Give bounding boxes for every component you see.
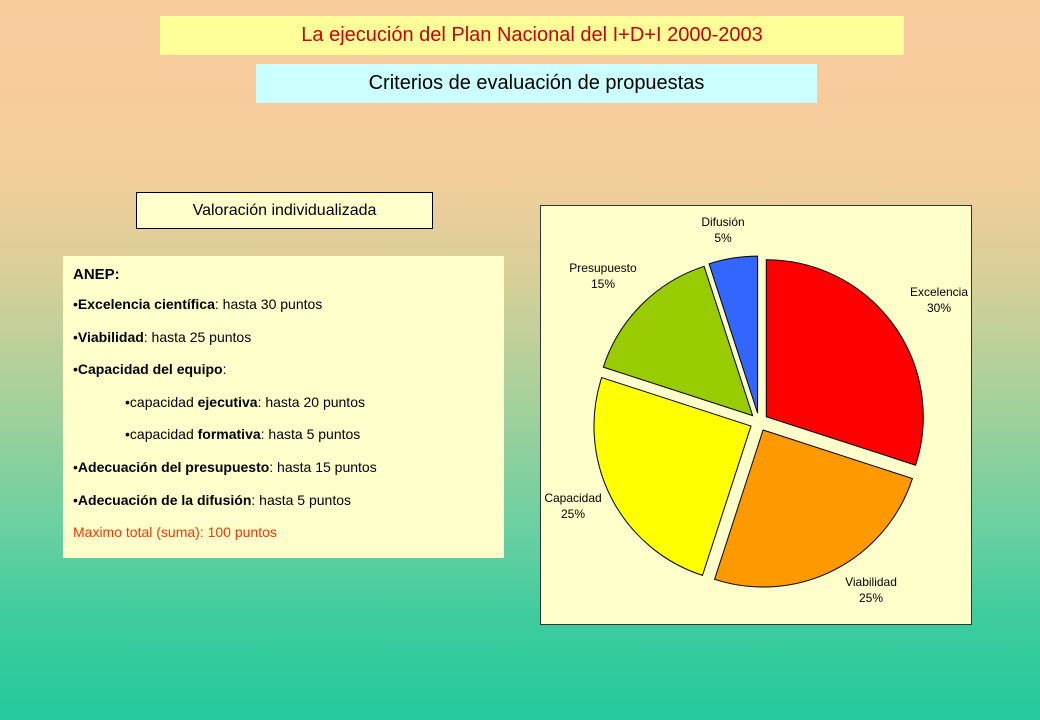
section-label: Valoración individualizada (136, 192, 433, 229)
criteria-item-points: : hasta 25 puntos (143, 328, 252, 345)
criteria-item-name: ejecutiva (197, 393, 258, 410)
criteria-subitem-prefix: capacidad (129, 393, 198, 410)
page-subtitle: Criterios de evaluación de propuestas (256, 64, 817, 103)
pie-percent-label: 25% (858, 591, 884, 605)
criteria-item-points: : hasta 5 puntos (251, 491, 352, 508)
pie-label: Excelencia (909, 285, 969, 299)
criteria-heading: ANEP: (73, 266, 120, 283)
pie-percent-label: 30% (926, 301, 952, 315)
bullet: • (73, 458, 78, 475)
pie-label: Viabilidad (845, 575, 897, 589)
page-title: La ejecución del Plan Nacional del I+D+I 2000-2003 (160, 16, 904, 55)
criteria-item-name: Capacidad del equipo (77, 361, 223, 378)
criteria-item-name: formativa (197, 426, 261, 443)
criteria-item (73, 353, 494, 386)
bullet: • (73, 491, 78, 508)
criteria-subitem (73, 386, 494, 419)
pie-percent-label: 5% (714, 231, 732, 245)
bullet: • (125, 393, 130, 410)
criteria-item-points: : hasta 15 puntos (269, 458, 377, 475)
criteria-item (73, 288, 494, 321)
pie-percent-label: 15% (590, 277, 616, 291)
criteria-item-name: Viabilidad (77, 328, 144, 345)
criteria-item-name: Excelencia científica (77, 296, 215, 312)
criteria-item (73, 321, 494, 354)
pie-chart (541, 206, 973, 626)
pie-slice-excelencia (766, 260, 923, 466)
criteria-item-name: Adecuación del presupuesto (77, 458, 270, 475)
bullet: • (73, 296, 78, 312)
bullet: • (73, 361, 78, 378)
pie-label: Presupuesto (569, 261, 637, 275)
pie-percent-label: 25% (560, 507, 586, 521)
criteria-subitem (73, 418, 494, 451)
criteria-subitem-prefix: capacidad (129, 426, 198, 443)
bullet: • (73, 328, 78, 345)
bullet: • (125, 426, 130, 443)
criteria-item-points: : hasta 5 puntos (260, 426, 361, 443)
criteria-panel (63, 256, 504, 558)
pie-label: Difusión (701, 215, 745, 229)
criteria-item (73, 451, 494, 484)
criteria-item (73, 484, 494, 517)
criteria-item-points: : hasta 20 puntos (257, 393, 365, 410)
pie-chart-frame (540, 205, 972, 625)
criteria-total: Maximo total (suma): 100 puntos (73, 524, 277, 541)
pie-label: Capacidad (544, 491, 602, 505)
criteria-item-name: Adecuación de la difusión (77, 491, 252, 508)
criteria-item-points: : (222, 361, 227, 378)
criteria-item-points: : hasta 30 puntos (214, 296, 323, 312)
